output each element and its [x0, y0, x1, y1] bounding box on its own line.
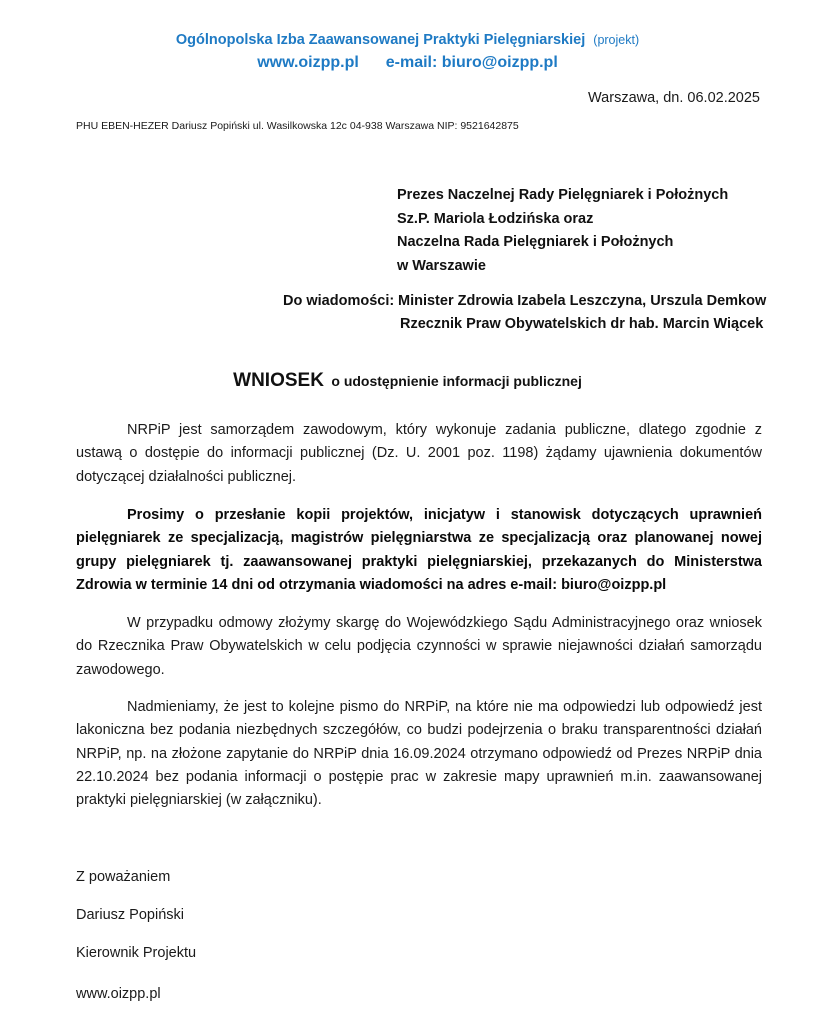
- addressee-line: w Warszawie: [397, 257, 486, 274]
- letter-date: Warszawa, dn. 06.02.2025: [588, 90, 760, 106]
- signature-role: Kierownik Projektu: [76, 945, 197, 961]
- signature-name: Dariusz Popiński: [76, 907, 184, 923]
- addressee-line: Prezes Naczelnej Rady Pielęgniarek i Położnych: [397, 187, 729, 203]
- organization-name-line: [0, 32, 815, 48]
- website-link[interactable]: www.oizpp.pl: [257, 54, 359, 71]
- body-paragraph: [76, 612, 762, 682]
- paragraph-text: Nadmieniamy, że jest to kolejne pismo do NRPiP, na które nie ma odpowiedzi lub odpowiedź jest lakoniczna bez podania niezbędnych szczegółów, co budzi podejrzenia o braku transparentności działań NRPiP, np. na złożone zapytanie do NRPiP dnia 16.09.2024 otrzymano odpowiedź od Prezes NRPiP dnia 22.10.2024 bez podania informacji o postępie prac w zakresie mapy uprawnień m.in. zaawansowanej praktyki pielęgniarskiej (w załączniku).: [76, 699, 762, 809]
- organization-note: (projekt): [593, 33, 640, 47]
- sender-details: PHU EBEN-HEZER Dariusz Popiński ul. Wasilkowska 12c 04-938 Warszawa NIP: 9521642875: [76, 120, 519, 132]
- addressee-line: Sz.P. Mariola Łodzińska oraz: [397, 210, 594, 227]
- paragraph-text: Prosimy o przesłanie kopii projektów, inicjatyw i stanowisk dotyczących uprawnień pielęgniarek ze specjalizacją, magistrów pielęgniarstwa ze specjalizacją oraz planowanej nowej grupy pielęgniarek tj. zaawansowanej praktyki pielęgniarskiej, przekazanych do Ministerstwa Zdrowia w terminie 14 dni od otrzymania wiadomości na adres e-mail: biuro@oizpp.pl: [76, 507, 762, 593]
- addressee-line: Naczelna Rada Pielęgniarek i Położnych: [397, 234, 674, 250]
- body-paragraph: [76, 419, 762, 489]
- body-paragraph: [76, 696, 762, 812]
- document-title: [0, 370, 815, 392]
- title-subtitle: o udostępnienie informacji publicznej: [331, 373, 582, 389]
- organization-name: Ogólnopolska Izba Zaawansowanej Praktyki Pielęgniarskiej: [175, 32, 586, 48]
- signature-greeting: Z poważaniem: [76, 869, 171, 885]
- paragraph-text: NRPiP jest samorządem zawodowym, który wykonuje zadania publiczne, dlatego zgodnie z ustawą o dostępie do informacji publicznej (Dz. U. 2001 poz. 1198) żądamy ujawnienia dokumentów dotyczącej działalności publicznej.: [76, 422, 762, 485]
- cc-recipient-line: Minister Zdrowia Izabela Leszczyna, Urszula Demkow: [398, 293, 767, 309]
- title-main: WNIOSEK: [233, 370, 324, 391]
- paragraph-text: W przypadku odmowy złożymy skargę do Wojewódzkiego Sądu Administracyjnego oraz wniosek do Rzecznika Praw Obywatelskich w celu podjęcia czynności w sprawie niejawności działań samorządu zawodowego.: [76, 615, 762, 678]
- cc-recipient-line: Rzecznik Praw Obywatelskich dr hab. Marcin Wiącek: [400, 316, 764, 332]
- request-paragraph: [76, 504, 762, 597]
- email-link[interactable]: e-mail: biuro@oizpp.pl: [385, 54, 558, 71]
- contact-line: [0, 54, 815, 72]
- signature-website[interactable]: www.oizpp.pl: [76, 986, 161, 1002]
- addressee-block: [397, 184, 728, 278]
- cc-label: Do wiadomości:: [283, 293, 395, 309]
